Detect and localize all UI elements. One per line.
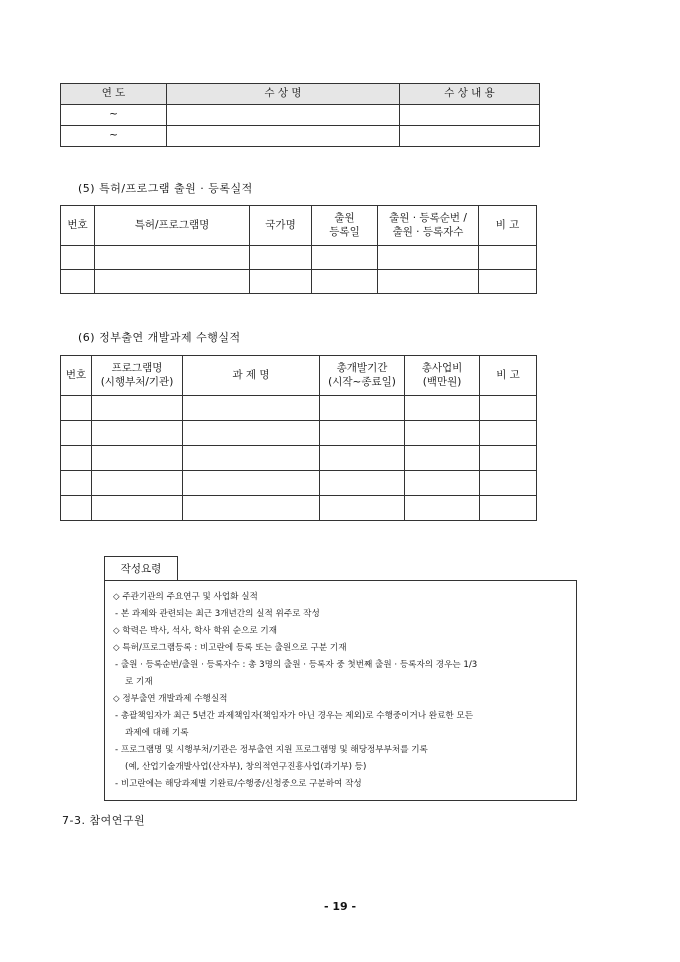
patent-header-date: 출원 등록일	[312, 206, 378, 246]
table-cell[interactable]	[250, 270, 312, 294]
table-row	[61, 126, 540, 147]
table-cell[interactable]	[320, 396, 405, 421]
table-cell[interactable]	[95, 270, 250, 294]
guide-line: ◇ 학력은 박사, 석사, 학사 학위 순으로 기재	[113, 626, 278, 636]
project-header-no: 번호	[61, 356, 92, 396]
guide-line: (예, 산업기술개발사업(산자부), 창의적연구진흥사업(과기부) 등)	[125, 762, 367, 772]
table-row	[61, 270, 537, 294]
table-cell[interactable]	[312, 246, 378, 270]
table-cell[interactable]	[61, 270, 95, 294]
table-cell[interactable]	[405, 446, 480, 471]
table-cell[interactable]	[61, 471, 92, 496]
patent-header-remarks: 비 고	[479, 206, 537, 246]
awards-header-content: 수 상 내 용	[400, 84, 540, 105]
project-section-title: (6) 정부출연 개발과제 수행실적	[78, 331, 241, 344]
table-row	[61, 396, 537, 421]
table-cell[interactable]	[92, 446, 183, 471]
table-cell[interactable]	[312, 270, 378, 294]
table-cell[interactable]	[320, 446, 405, 471]
table-cell[interactable]	[405, 496, 480, 521]
table-cell[interactable]	[378, 246, 479, 270]
table-row	[61, 496, 537, 521]
awards-cell-year[interactable]: ~	[61, 126, 167, 147]
awards-header-name: 수 상 명	[167, 84, 400, 105]
table-cell[interactable]	[95, 246, 250, 270]
table-cell[interactable]	[320, 421, 405, 446]
table-cell[interactable]	[61, 496, 92, 521]
table-row	[61, 446, 537, 471]
awards-cell-content[interactable]	[400, 105, 540, 126]
table-row	[61, 471, 537, 496]
table-cell[interactable]	[183, 496, 320, 521]
patent-header-name: 특허/프로그램명	[95, 206, 250, 246]
table-cell[interactable]	[92, 396, 183, 421]
table-cell[interactable]	[480, 396, 537, 421]
awards-cell-content[interactable]	[400, 126, 540, 147]
table-cell[interactable]	[61, 446, 92, 471]
patent-section-title: (5) 특허/프로그램 출원 · 등록실적	[78, 182, 253, 195]
project-header-period: 총개발기간 (시작~종료일)	[320, 356, 405, 396]
project-table	[60, 355, 537, 521]
project-header-cost: 총사업비 (백만원)	[405, 356, 480, 396]
guide-line: - 출원 · 등록순번/출원 · 등록자수 : 총 3명의 출원 · 등록자 중 첫번째 출원 · 등록자의 경우는 1/3	[115, 660, 478, 670]
patent-header-country: 국가명	[250, 206, 312, 246]
table-cell[interactable]	[61, 246, 95, 270]
table-row	[61, 421, 537, 446]
table-cell[interactable]	[183, 396, 320, 421]
project-header-program: 프로그램명 (시행부처/기관)	[92, 356, 183, 396]
guide-line: ◇ 주관기관의 주요연구 및 사업화 실적	[113, 592, 258, 602]
table-cell[interactable]	[320, 471, 405, 496]
guide-line: ◇ 특허/프로그램등록 : 비고란에 등록 또는 출원으로 구분 기재	[113, 643, 347, 653]
guide-box	[104, 580, 577, 801]
table-cell[interactable]	[183, 471, 320, 496]
guide-tab: 작성요령	[104, 556, 178, 581]
table-cell[interactable]	[479, 270, 537, 294]
table-cell[interactable]	[92, 471, 183, 496]
awards-header-year: 연 도	[61, 84, 167, 105]
project-header-remarks: 비 고	[480, 356, 537, 396]
table-cell[interactable]	[320, 496, 405, 521]
page-number: - 19 -	[323, 900, 357, 913]
table-cell[interactable]	[480, 496, 537, 521]
project-header-task: 과 제 명	[183, 356, 320, 396]
table-cell[interactable]	[378, 270, 479, 294]
guide-line: - 본 과제와 관련되는 최근 3개년간의 실적 위주로 작성	[115, 609, 320, 619]
table-row	[61, 246, 537, 270]
awards-cell-name[interactable]	[167, 105, 400, 126]
table-cell[interactable]	[480, 446, 537, 471]
table-cell[interactable]	[250, 246, 312, 270]
awards-table	[60, 83, 540, 147]
guide-line: 로 기재	[125, 677, 153, 687]
table-cell[interactable]	[92, 496, 183, 521]
table-cell[interactable]	[405, 471, 480, 496]
table-cell[interactable]	[183, 446, 320, 471]
guide-line: - 프로그램명 및 시행부처/기관은 정부출연 지원 프로그램명 및 해당정부부처를 기록	[115, 745, 428, 755]
patent-header-no: 번호	[61, 206, 95, 246]
table-cell[interactable]	[480, 421, 537, 446]
table-cell[interactable]	[183, 421, 320, 446]
table-cell[interactable]	[480, 471, 537, 496]
guide-line: ◇ 정부출연 개발과제 수행실적	[113, 694, 228, 704]
table-cell[interactable]	[92, 421, 183, 446]
participants-heading: 7-3. 참여연구원	[62, 814, 146, 827]
table-row	[61, 105, 540, 126]
guide-line: - 비고란에는 해당과제별 기완료/수행중/신청중으로 구분하여 작성	[115, 779, 362, 789]
awards-cell-name[interactable]	[167, 126, 400, 147]
awards-cell-year[interactable]: ~	[61, 105, 167, 126]
patent-header-seq: 출원 · 등록순번 / 출원 · 등록자수	[378, 206, 479, 246]
table-cell[interactable]	[405, 396, 480, 421]
table-cell[interactable]	[479, 246, 537, 270]
table-cell[interactable]	[61, 421, 92, 446]
patent-table	[60, 205, 537, 294]
table-cell[interactable]	[61, 396, 92, 421]
guide-line: - 총괄책임자가 최근 5년간 과제책임자(책임자가 아닌 경우는 제외)로 수행중이거나 완료한 모든	[115, 711, 474, 721]
guide-line: 과제에 대해 기록	[125, 728, 189, 738]
table-cell[interactable]	[405, 421, 480, 446]
